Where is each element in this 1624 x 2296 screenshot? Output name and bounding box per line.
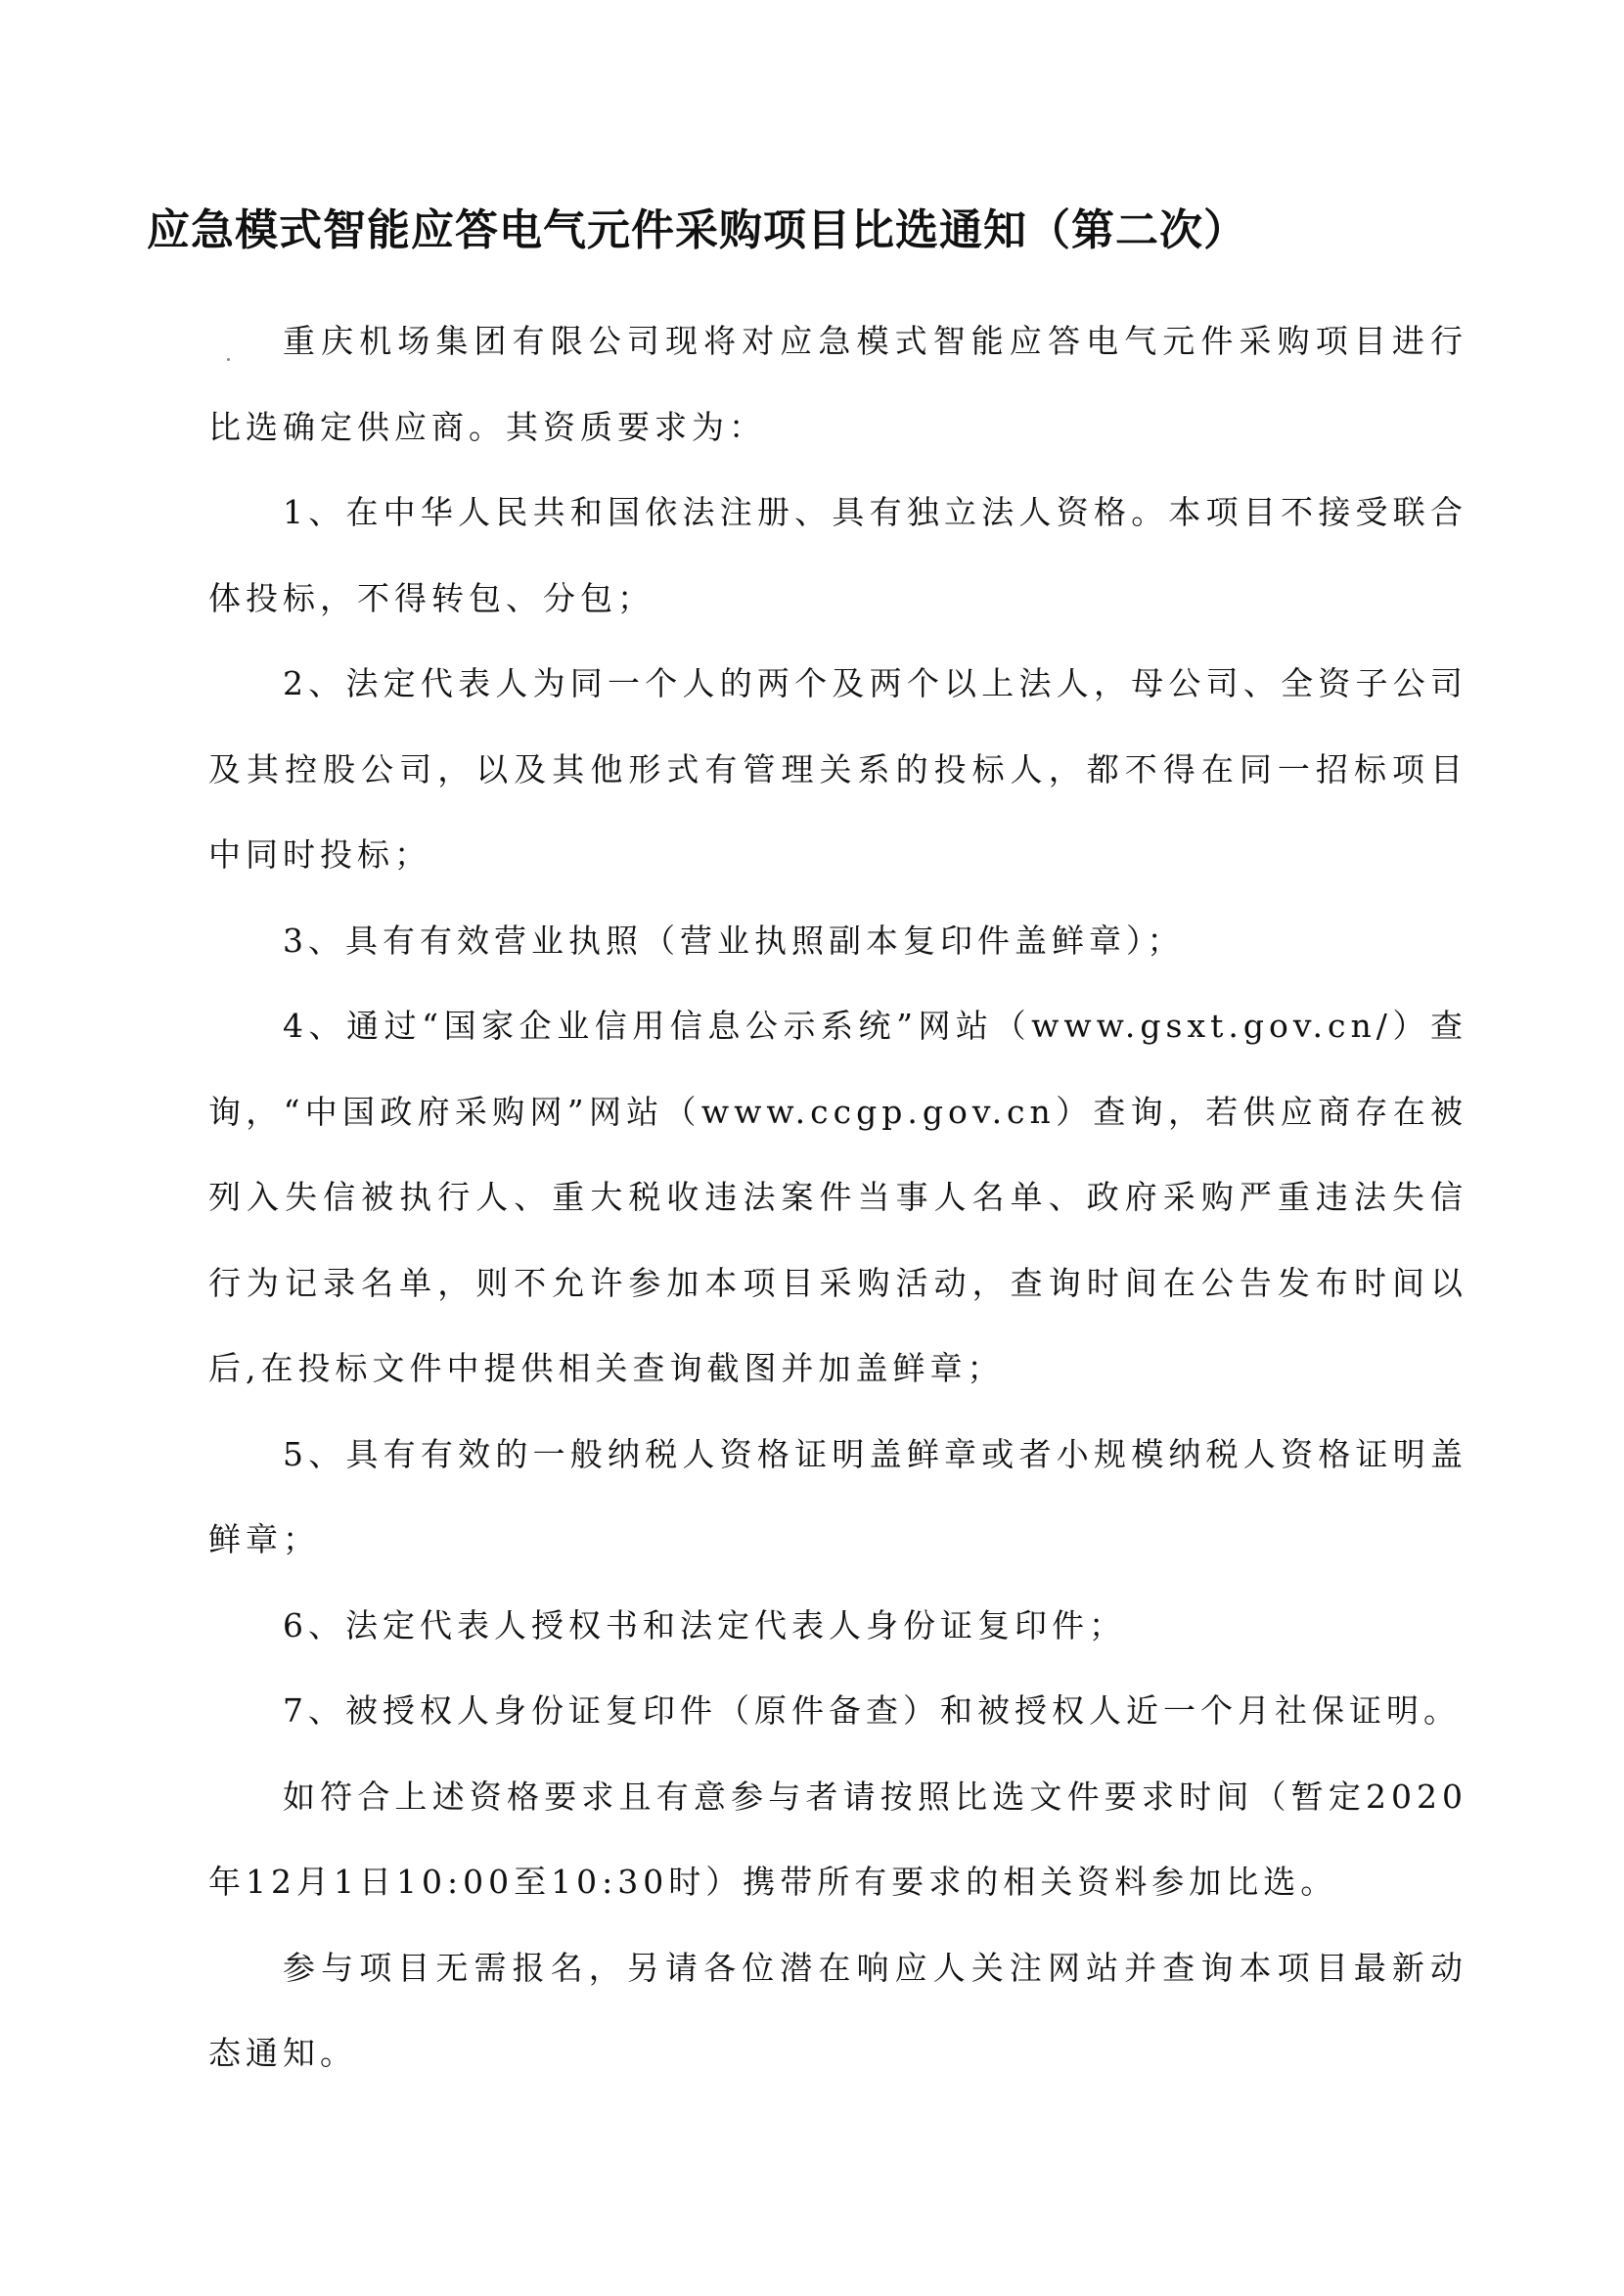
requirement-2: 2、法定代表人为同一个人的两个及两个以上法人，母公司、全资子公司及其控股公司，以及其他形式有管理关系的投标人，都不得在同一招标项目中同时投标； [208,664,1467,874]
document-title: 应急模式智能应答电气元件采购项目比选通知（第二次） [147,205,1247,255]
closing-paragraph: 参与项目无需报名，另请各位潜在响应人关注网站并查询本项目最新动态通知。 [208,1948,1467,2072]
intro-paragraph: 重庆机场集团有限公司现将对应急模式智能应答电气元件采购项目进行比选确定供应商。其资质要求为： [208,322,1467,446]
requirement-5: 5、具有有效的一般纳税人资格证明盖鲜章或者小规模纳税人资格证明盖鲜章； [208,1434,1467,1558]
requirement-6: 6、法定代表人授权书和法定代表人身份证复印件； [283,1605,1126,1644]
document-body [208,298,1467,2096]
requirement-7: 7、被授权人身份证复印件（原件备查）和被授权人近一个月社保证明。 [283,1691,1461,1730]
requirement-3: 3、具有有效营业执照（营业执照副本复印件盖鲜章）； [283,921,1185,960]
schedule-paragraph: 如符合上述资格要求且有意参与者请按照比选文件要求时间（暂定2020年12月1日10:00至10:30时）携带所有要求的相关资料参加比选。 [208,1777,1467,1901]
requirement-4: 4、通过“国家企业信用信息公示系统”网站（www.gsxt.gov.cn/）查询，“中国政府采购网”网站（www.ccgp.gov.cn）查询，若供应商存在被列入失信被执行人、重大税收违法案件当事人名单、政府采购严重违法失信行为记录名单，则不允许参加本项目采购活动，查询时间在公告发布时间以后,在投标文件中提供相关查询截图并加盖鲜章； [208,1007,1467,1387]
requirement-1: 1、在中华人民共和国依法注册、具有独立法人资格。本项目不接受联合体投标，不得转包、分包； [208,493,1467,617]
